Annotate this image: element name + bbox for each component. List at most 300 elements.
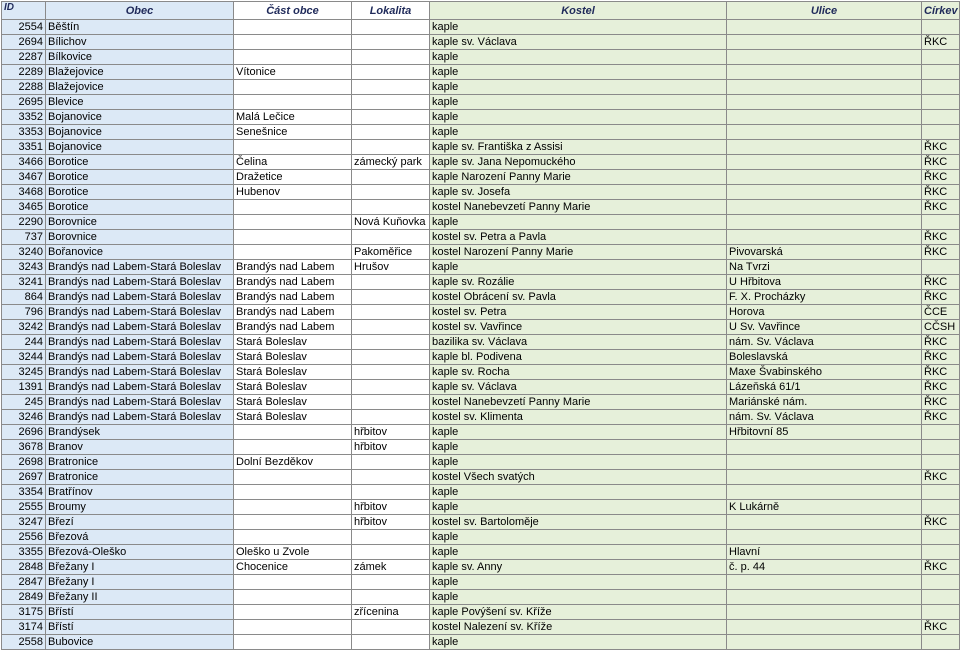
cell-ulice[interactable] <box>727 440 922 455</box>
cell-cirkev[interactable]: ŘKC <box>922 470 960 485</box>
cell-obec[interactable]: Bílkovice <box>46 50 234 65</box>
cell-lokalita[interactable] <box>352 485 430 500</box>
cell-kostel[interactable]: kaple sv. Františka z Assisi <box>430 140 727 155</box>
cell-id[interactable]: 3247 <box>2 515 46 530</box>
cell-cirkev[interactable] <box>922 20 960 35</box>
cell-ulice[interactable] <box>727 95 922 110</box>
cell-obec[interactable]: Blažejovice <box>46 65 234 80</box>
cell-obec[interactable]: Branov <box>46 440 234 455</box>
cell-lokalita[interactable] <box>352 95 430 110</box>
cell-obec[interactable]: Bojanovice <box>46 140 234 155</box>
cell-lokalita[interactable] <box>352 530 430 545</box>
cell-cast-obce[interactable] <box>234 485 352 500</box>
cell-ulice[interactable] <box>727 50 922 65</box>
cell-lokalita[interactable] <box>352 620 430 635</box>
cell-ulice[interactable]: nám. Sv. Václava <box>727 410 922 425</box>
cell-cast-obce[interactable]: Oleško u Zvole <box>234 545 352 560</box>
cell-ulice[interactable]: Mariánské nám. <box>727 395 922 410</box>
cell-id[interactable]: 3175 <box>2 605 46 620</box>
cell-id[interactable]: 3242 <box>2 320 46 335</box>
cell-lokalita[interactable] <box>352 140 430 155</box>
cell-lokalita[interactable]: hřbitov <box>352 500 430 515</box>
cell-lokalita[interactable]: Hrušov <box>352 260 430 275</box>
cell-obec[interactable]: Břežany I <box>46 575 234 590</box>
cell-lokalita[interactable] <box>352 50 430 65</box>
cell-cirkev[interactable] <box>922 545 960 560</box>
cell-cast-obce[interactable]: Stará Boleslav <box>234 380 352 395</box>
cell-kostel[interactable]: kaple <box>430 20 727 35</box>
cell-cirkev[interactable]: ŘKC <box>922 335 960 350</box>
cell-ulice[interactable] <box>727 470 922 485</box>
cell-id[interactable]: 244 <box>2 335 46 350</box>
cell-ulice[interactable] <box>727 155 922 170</box>
cell-id[interactable]: 3468 <box>2 185 46 200</box>
cell-id[interactable]: 2558 <box>2 635 46 650</box>
cell-cast-obce[interactable]: Malá Lečice <box>234 110 352 125</box>
cell-obec[interactable]: Březová-Oleško <box>46 545 234 560</box>
header-kostel[interactable]: Kostel <box>430 2 727 20</box>
cell-lokalita[interactable]: zámek <box>352 560 430 575</box>
cell-cirkev[interactable]: ŘKC <box>922 35 960 50</box>
cell-ulice[interactable] <box>727 230 922 245</box>
cell-obec[interactable]: Brandýs nad Labem-Stará Boleslav <box>46 395 234 410</box>
cell-cast-obce[interactable]: Stará Boleslav <box>234 410 352 425</box>
cell-cast-obce[interactable] <box>234 35 352 50</box>
cell-cirkev[interactable] <box>922 590 960 605</box>
cell-obec[interactable]: Bojanovice <box>46 125 234 140</box>
cell-cirkev[interactable]: ŘKC <box>922 155 960 170</box>
cell-obec[interactable]: Brandýs nad Labem-Stará Boleslav <box>46 305 234 320</box>
cell-kostel[interactable]: kaple sv. Václava <box>430 35 727 50</box>
cell-cirkev[interactable] <box>922 440 960 455</box>
cell-id[interactable]: 2697 <box>2 470 46 485</box>
cell-id[interactable]: 2554 <box>2 20 46 35</box>
cell-cirkev[interactable]: ŘKC <box>922 410 960 425</box>
cell-kostel[interactable]: kaple <box>430 65 727 80</box>
cell-cast-obce[interactable] <box>234 635 352 650</box>
cell-ulice[interactable] <box>727 635 922 650</box>
cell-kostel[interactable]: kostel sv. Bartoloměje <box>430 515 727 530</box>
cell-cirkev[interactable] <box>922 455 960 470</box>
cell-id[interactable]: 2695 <box>2 95 46 110</box>
cell-kostel[interactable]: kaple <box>430 260 727 275</box>
cell-lokalita[interactable]: Pakoměřice <box>352 245 430 260</box>
cell-obec[interactable]: Borovnice <box>46 230 234 245</box>
cell-ulice[interactable]: Horova <box>727 305 922 320</box>
cell-id[interactable]: 2289 <box>2 65 46 80</box>
cell-cast-obce[interactable] <box>234 515 352 530</box>
cell-obec[interactable]: Borotice <box>46 170 234 185</box>
header-obec[interactable]: Obec <box>46 2 234 20</box>
cell-kostel[interactable]: kaple <box>430 590 727 605</box>
cell-cast-obce[interactable] <box>234 500 352 515</box>
cell-cast-obce[interactable] <box>234 20 352 35</box>
cell-ulice[interactable] <box>727 455 922 470</box>
cell-ulice[interactable] <box>727 125 922 140</box>
cell-kostel[interactable]: kaple <box>430 125 727 140</box>
cell-cirkev[interactable]: ŘKC <box>922 380 960 395</box>
cell-kostel[interactable]: kaple <box>430 50 727 65</box>
cell-obec[interactable]: Bratřínov <box>46 485 234 500</box>
cell-cast-obce[interactable]: Chocenice <box>234 560 352 575</box>
cell-id[interactable]: 3243 <box>2 260 46 275</box>
cell-lokalita[interactable]: Nová Kuňovka <box>352 215 430 230</box>
cell-cast-obce[interactable]: Dolní Bezděkov <box>234 455 352 470</box>
cell-kostel[interactable]: kostel Nanebevzetí Panny Marie <box>430 395 727 410</box>
cell-ulice[interactable]: F. X. Procházky <box>727 290 922 305</box>
cell-cast-obce[interactable] <box>234 620 352 635</box>
cell-cirkev[interactable]: ŘKC <box>922 290 960 305</box>
cell-obec[interactable]: Borotice <box>46 200 234 215</box>
cell-kostel[interactable]: kaple bl. Podivena <box>430 350 727 365</box>
cell-kostel[interactable]: kaple <box>430 215 727 230</box>
cell-obec[interactable]: Březová <box>46 530 234 545</box>
cell-ulice[interactable] <box>727 65 922 80</box>
cell-cirkev[interactable]: ŘKC <box>922 395 960 410</box>
cell-id[interactable]: 2698 <box>2 455 46 470</box>
cell-id[interactable]: 3355 <box>2 545 46 560</box>
cell-kostel[interactable]: kaple <box>430 455 727 470</box>
cell-ulice[interactable] <box>727 80 922 95</box>
cell-cast-obce[interactable]: Čelina <box>234 155 352 170</box>
cell-obec[interactable]: Brandýs nad Labem-Stará Boleslav <box>46 380 234 395</box>
cell-ulice[interactable] <box>727 575 922 590</box>
cell-ulice[interactable] <box>727 485 922 500</box>
cell-obec[interactable]: Brandýs nad Labem-Stará Boleslav <box>46 365 234 380</box>
cell-kostel[interactable]: kaple sv. Josefa <box>430 185 727 200</box>
cell-cirkev[interactable]: ŘKC <box>922 185 960 200</box>
cell-cast-obce[interactable] <box>234 200 352 215</box>
cell-obec[interactable]: Bořanovice <box>46 245 234 260</box>
cell-cirkev[interactable] <box>922 575 960 590</box>
cell-cast-obce[interactable] <box>234 80 352 95</box>
cell-cast-obce[interactable]: Brandýs nad Labem <box>234 305 352 320</box>
cell-obec[interactable]: Břežany I <box>46 560 234 575</box>
cell-ulice[interactable]: Boleslavská <box>727 350 922 365</box>
cell-cirkev[interactable]: ŘKC <box>922 350 960 365</box>
cell-lokalita[interactable] <box>352 170 430 185</box>
cell-cast-obce[interactable]: Dražetice <box>234 170 352 185</box>
cell-cast-obce[interactable] <box>234 575 352 590</box>
cell-cirkev[interactable] <box>922 110 960 125</box>
cell-obec[interactable]: Broumy <box>46 500 234 515</box>
cell-id[interactable]: 2287 <box>2 50 46 65</box>
cell-obec[interactable]: Bojanovice <box>46 110 234 125</box>
cell-id[interactable]: 3678 <box>2 440 46 455</box>
cell-kostel[interactable]: kaple <box>430 485 727 500</box>
cell-obec[interactable]: Borotice <box>46 155 234 170</box>
cell-obec[interactable]: Běštín <box>46 20 234 35</box>
cell-kostel[interactable]: kaple <box>430 545 727 560</box>
cell-obec[interactable]: Břežany II <box>46 590 234 605</box>
cell-ulice[interactable] <box>727 215 922 230</box>
header-cast-obce[interactable]: Část obce <box>234 2 352 20</box>
cell-lokalita[interactable] <box>352 395 430 410</box>
cell-cast-obce[interactable]: Stará Boleslav <box>234 350 352 365</box>
cell-ulice[interactable]: U Hřbitova <box>727 275 922 290</box>
cell-id[interactable]: 2290 <box>2 215 46 230</box>
cell-ulice[interactable] <box>727 185 922 200</box>
cell-obec[interactable]: Bratronice <box>46 455 234 470</box>
cell-kostel[interactable]: kostel sv. Vavřince <box>430 320 727 335</box>
cell-kostel[interactable]: kaple <box>430 530 727 545</box>
cell-obec[interactable]: Březí <box>46 515 234 530</box>
cell-id[interactable]: 864 <box>2 290 46 305</box>
cell-obec[interactable]: Břístí <box>46 620 234 635</box>
cell-cast-obce[interactable]: Brandýs nad Labem <box>234 260 352 275</box>
cell-id[interactable]: 3241 <box>2 275 46 290</box>
cell-kostel[interactable]: kostel sv. Klimenta <box>430 410 727 425</box>
cell-lokalita[interactable] <box>352 470 430 485</box>
cell-kostel[interactable]: kaple <box>430 110 727 125</box>
cell-id[interactable]: 3174 <box>2 620 46 635</box>
cell-ulice[interactable]: K Lukárně <box>727 500 922 515</box>
cell-cirkev[interactable] <box>922 125 960 140</box>
cell-cast-obce[interactable]: Brandýs nad Labem <box>234 320 352 335</box>
cell-ulice[interactable]: Hřbitovní 85 <box>727 425 922 440</box>
cell-ulice[interactable]: Hlavní <box>727 545 922 560</box>
cell-lokalita[interactable] <box>352 35 430 50</box>
cell-lokalita[interactable] <box>352 290 430 305</box>
cell-ulice[interactable] <box>727 605 922 620</box>
cell-kostel[interactable]: kaple <box>430 425 727 440</box>
cell-obec[interactable]: Brandýs nad Labem-Stará Boleslav <box>46 260 234 275</box>
cell-id[interactable]: 2849 <box>2 590 46 605</box>
cell-cast-obce[interactable]: Stará Boleslav <box>234 335 352 350</box>
cell-lokalita[interactable] <box>352 275 430 290</box>
cell-cast-obce[interactable] <box>234 215 352 230</box>
cell-obec[interactable]: Břístí <box>46 605 234 620</box>
cell-id[interactable]: 2288 <box>2 80 46 95</box>
cell-kostel[interactable]: kaple <box>430 80 727 95</box>
cell-ulice[interactable]: Na Tvrzi <box>727 260 922 275</box>
cell-id[interactable]: 3351 <box>2 140 46 155</box>
cell-cirkev[interactable]: ŘKC <box>922 140 960 155</box>
cell-lokalita[interactable]: zřícenina <box>352 605 430 620</box>
cell-id[interactable]: 3245 <box>2 365 46 380</box>
cell-id[interactable]: 737 <box>2 230 46 245</box>
cell-cirkev[interactable]: ŘKC <box>922 170 960 185</box>
cell-cirkev[interactable]: ŘKC <box>922 560 960 575</box>
cell-kostel[interactable]: kaple <box>430 635 727 650</box>
cell-id[interactable]: 3352 <box>2 110 46 125</box>
cell-kostel[interactable]: kaple <box>430 575 727 590</box>
cell-cast-obce[interactable] <box>234 605 352 620</box>
cell-lokalita[interactable] <box>352 305 430 320</box>
cell-cirkev[interactable] <box>922 260 960 275</box>
cell-obec[interactable]: Bratronice <box>46 470 234 485</box>
cell-cast-obce[interactable] <box>234 140 352 155</box>
cell-cirkev[interactable] <box>922 425 960 440</box>
cell-id[interactable]: 245 <box>2 395 46 410</box>
cell-kostel[interactable]: bazilika sv. Václava <box>430 335 727 350</box>
cell-kostel[interactable]: kaple sv. Rozálie <box>430 275 727 290</box>
cell-id[interactable]: 3240 <box>2 245 46 260</box>
cell-ulice[interactable] <box>727 170 922 185</box>
cell-kostel[interactable]: kostel Narození Panny Marie <box>430 245 727 260</box>
cell-cirkev[interactable] <box>922 605 960 620</box>
cell-lokalita[interactable] <box>352 380 430 395</box>
cell-lokalita[interactable] <box>352 20 430 35</box>
cell-cirkev[interactable]: ŘKC <box>922 200 960 215</box>
cell-kostel[interactable]: kaple Narození Panny Marie <box>430 170 727 185</box>
cell-id[interactable]: 3244 <box>2 350 46 365</box>
cell-lokalita[interactable]: zámecký park <box>352 155 430 170</box>
cell-id[interactable]: 2694 <box>2 35 46 50</box>
cell-lokalita[interactable] <box>352 410 430 425</box>
cell-id[interactable]: 3466 <box>2 155 46 170</box>
cell-ulice[interactable]: U Sv. Vavřince <box>727 320 922 335</box>
cell-cirkev[interactable] <box>922 50 960 65</box>
cell-kostel[interactable]: kaple sv. Rocha <box>430 365 727 380</box>
cell-cirkev[interactable] <box>922 95 960 110</box>
cell-id[interactable]: 3246 <box>2 410 46 425</box>
cell-id[interactable]: 1391 <box>2 380 46 395</box>
cell-kostel[interactable]: kostel sv. Petra a Pavla <box>430 230 727 245</box>
cell-cast-obce[interactable] <box>234 470 352 485</box>
cell-cirkev[interactable] <box>922 485 960 500</box>
cell-cast-obce[interactable] <box>234 245 352 260</box>
cell-kostel[interactable]: kaple <box>430 440 727 455</box>
cell-lokalita[interactable] <box>352 200 430 215</box>
header-ulice[interactable]: Ulice <box>727 2 922 20</box>
cell-lokalita[interactable] <box>352 365 430 380</box>
cell-id[interactable]: 2848 <box>2 560 46 575</box>
cell-kostel[interactable]: kaple sv. Anny <box>430 560 727 575</box>
cell-ulice[interactable]: č. p. 44 <box>727 560 922 575</box>
cell-cirkev[interactable]: ŘKC <box>922 275 960 290</box>
cell-ulice[interactable] <box>727 35 922 50</box>
cell-lokalita[interactable] <box>352 590 430 605</box>
cell-lokalita[interactable] <box>352 545 430 560</box>
cell-id[interactable]: 2696 <box>2 425 46 440</box>
header-id[interactable]: ID <box>2 2 46 20</box>
cell-id[interactable]: 2847 <box>2 575 46 590</box>
cell-cast-obce[interactable] <box>234 95 352 110</box>
cell-cirkev[interactable] <box>922 80 960 95</box>
cell-id[interactable]: 3353 <box>2 125 46 140</box>
cell-obec[interactable]: Bubovice <box>46 635 234 650</box>
cell-ulice[interactable] <box>727 20 922 35</box>
cell-obec[interactable]: Brandýs nad Labem-Stará Boleslav <box>46 335 234 350</box>
cell-cast-obce[interactable]: Stará Boleslav <box>234 365 352 380</box>
cell-ulice[interactable]: Lázeňská 61/1 <box>727 380 922 395</box>
cell-lokalita[interactable] <box>352 65 430 80</box>
cell-lokalita[interactable] <box>352 320 430 335</box>
cell-ulice[interactable]: Maxe Švabinského <box>727 365 922 380</box>
cell-cirkev[interactable] <box>922 635 960 650</box>
cell-lokalita[interactable] <box>352 230 430 245</box>
cell-id[interactable]: 796 <box>2 305 46 320</box>
cell-obec[interactable]: Blevice <box>46 95 234 110</box>
cell-lokalita[interactable] <box>352 635 430 650</box>
cell-cast-obce[interactable]: Vítonice <box>234 65 352 80</box>
header-cirkev[interactable]: Církev <box>922 2 960 20</box>
cell-kostel[interactable]: kaple sv. Jana Nepomuckého <box>430 155 727 170</box>
cell-obec[interactable]: Blažejovice <box>46 80 234 95</box>
cell-lokalita[interactable]: hřbitov <box>352 425 430 440</box>
cell-kostel[interactable]: kostel Všech svatých <box>430 470 727 485</box>
cell-cirkev[interactable]: ŘKC <box>922 515 960 530</box>
cell-ulice[interactable]: nám. Sv. Václava <box>727 335 922 350</box>
cell-ulice[interactable] <box>727 110 922 125</box>
cell-cast-obce[interactable]: Senešnice <box>234 125 352 140</box>
cell-cast-obce[interactable]: Brandýs nad Labem <box>234 290 352 305</box>
cell-cirkev[interactable] <box>922 215 960 230</box>
cell-lokalita[interactable] <box>352 185 430 200</box>
cell-cirkev[interactable]: ŘKC <box>922 365 960 380</box>
cell-cirkev[interactable]: ČCE <box>922 305 960 320</box>
cell-obec[interactable]: Bílichov <box>46 35 234 50</box>
cell-cast-obce[interactable]: Brandýs nad Labem <box>234 275 352 290</box>
cell-kostel[interactable]: kaple sv. Václava <box>430 380 727 395</box>
cell-ulice[interactable] <box>727 515 922 530</box>
cell-lokalita[interactable]: hřbitov <box>352 515 430 530</box>
cell-ulice[interactable] <box>727 620 922 635</box>
cell-lokalita[interactable] <box>352 455 430 470</box>
cell-cast-obce[interactable] <box>234 230 352 245</box>
cell-cast-obce[interactable] <box>234 50 352 65</box>
cell-obec[interactable]: Brandýs nad Labem-Stará Boleslav <box>46 410 234 425</box>
cell-kostel[interactable]: kaple Povýšení sv. Kříže <box>430 605 727 620</box>
header-lokalita[interactable]: Lokalita <box>352 2 430 20</box>
cell-cirkev[interactable]: ŘKC <box>922 620 960 635</box>
cell-cast-obce[interactable] <box>234 590 352 605</box>
cell-kostel[interactable]: kostel Obrácení sv. Pavla <box>430 290 727 305</box>
cell-lokalita[interactable] <box>352 335 430 350</box>
cell-ulice[interactable] <box>727 530 922 545</box>
cell-kostel[interactable]: kostel Nanebevzetí Panny Marie <box>430 200 727 215</box>
cell-lokalita[interactable] <box>352 575 430 590</box>
cell-ulice[interactable] <box>727 590 922 605</box>
cell-kostel[interactable]: kaple <box>430 95 727 110</box>
cell-cirkev[interactable]: ŘKC <box>922 230 960 245</box>
cell-kostel[interactable]: kostel sv. Petra <box>430 305 727 320</box>
cell-kostel[interactable]: kostel Nalezení sv. Kříže <box>430 620 727 635</box>
cell-obec[interactable]: Brandýs nad Labem-Stará Boleslav <box>46 320 234 335</box>
cell-obec[interactable]: Brandýs nad Labem-Stará Boleslav <box>46 290 234 305</box>
cell-cast-obce[interactable] <box>234 440 352 455</box>
cell-obec[interactable]: Brandýsek <box>46 425 234 440</box>
cell-cast-obce[interactable] <box>234 530 352 545</box>
cell-cast-obce[interactable] <box>234 425 352 440</box>
cell-lokalita[interactable]: hřbitov <box>352 440 430 455</box>
cell-cirkev[interactable] <box>922 500 960 515</box>
cell-obec[interactable]: Brandýs nad Labem-Stará Boleslav <box>46 350 234 365</box>
cell-id[interactable]: 3465 <box>2 200 46 215</box>
cell-cast-obce[interactable]: Hubenov <box>234 185 352 200</box>
cell-cirkev[interactable]: ŘKC <box>922 245 960 260</box>
cell-lokalita[interactable] <box>352 80 430 95</box>
cell-obec[interactable]: Borotice <box>46 185 234 200</box>
cell-cast-obce[interactable]: Stará Boleslav <box>234 395 352 410</box>
cell-obec[interactable]: Brandýs nad Labem-Stará Boleslav <box>46 275 234 290</box>
cell-kostel[interactable]: kaple <box>430 500 727 515</box>
cell-cirkev[interactable] <box>922 65 960 80</box>
cell-lokalita[interactable] <box>352 350 430 365</box>
cell-id[interactable]: 3467 <box>2 170 46 185</box>
cell-cirkev[interactable] <box>922 530 960 545</box>
cell-cirkev[interactable]: CČSH <box>922 320 960 335</box>
cell-ulice[interactable] <box>727 140 922 155</box>
cell-lokalita[interactable] <box>352 125 430 140</box>
cell-id[interactable]: 2555 <box>2 500 46 515</box>
cell-ulice[interactable]: Pivovarská <box>727 245 922 260</box>
cell-lokalita[interactable] <box>352 110 430 125</box>
cell-id[interactable]: 3354 <box>2 485 46 500</box>
cell-id[interactable]: 2556 <box>2 530 46 545</box>
cell-ulice[interactable] <box>727 200 922 215</box>
